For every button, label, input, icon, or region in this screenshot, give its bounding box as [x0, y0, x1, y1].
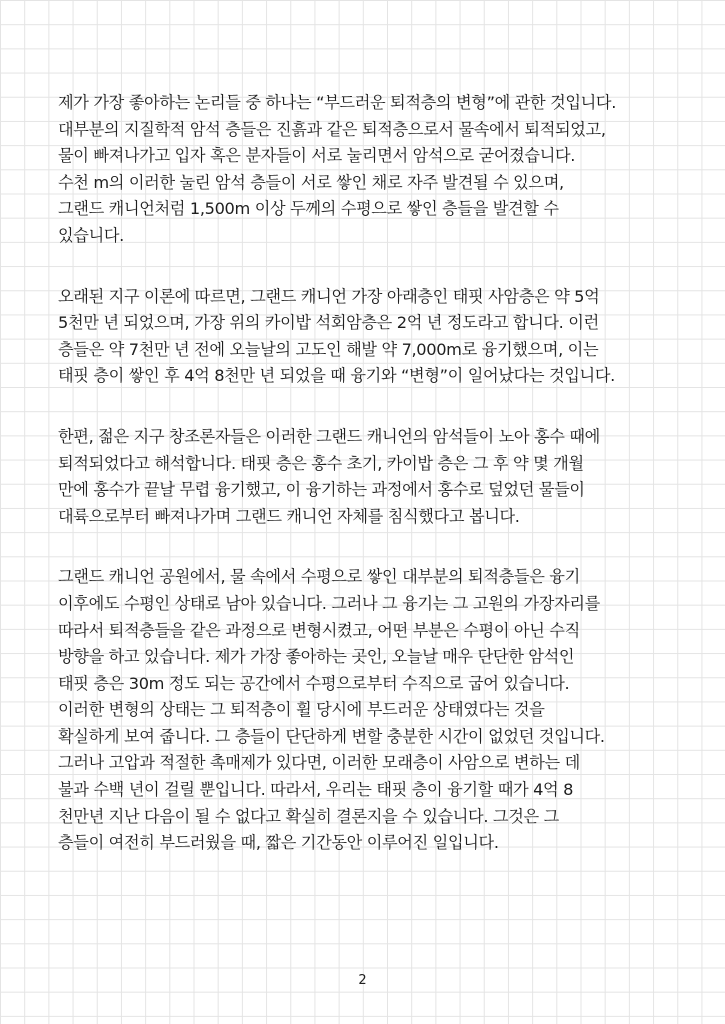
text-line: 만에 홍수가 끝날 무렵 융기했고, 이 융기하는 과정에서 홍수로 덮었던 물들이	[58, 480, 585, 500]
text-line: 태핏 층이 쌓인 후 4억 8천만 년 되었을 때 융기와 “변형”이 일어났다는 것입니다.	[58, 366, 615, 386]
paragraph-young-earth-view	[58, 424, 688, 530]
text-line: 한편, 젊은 지구 창조론자들은 이러한 그랜드 캐니언의 암석들이 노아 홍수 때에	[58, 426, 600, 446]
text-line: 오래된 지구 이론에 따르면, 그랜드 캐니언 가장 아래층인 태핏 사암층은 약 5억	[58, 286, 600, 306]
text-line: 퇴적되었다고 해석합니다. 태핏 층은 홍수 초기, 카이밥 층은 그 후 약 몇 개월	[58, 453, 584, 473]
text-line: 수천 m의 이러한 눌린 암석 층들이 서로 쌓인 채로 자주 발견될 수 있으며,	[58, 172, 564, 192]
text-line: 그랜드 캐니언처럼 1,500m 이상 두께의 수평으로 쌓인 층들을 발견할 수	[58, 199, 559, 219]
paragraph-soft-sediment-intro	[58, 90, 688, 250]
text-line: 그랜드 캐니언 공원에서, 물 속에서 수평으로 쌓인 대부분의 퇴적층들은 융기	[58, 567, 580, 587]
text-line: 층들이 여전히 부드러웠을 때, 짧은 기간동안 이루어진 일입니다.	[58, 833, 499, 853]
text-line: 제가 가장 좋아하는 논리들 중 하나는 “부드러운 퇴적층의 변형”에 관한 것입니다.	[58, 93, 617, 112]
text-line: 대륙으로부터 빠져나가며 그랜드 캐니언 자체를 침식했다고 봅니다.	[58, 506, 520, 526]
text-line: 방향을 하고 있습니다. 제가 가장 좋아하는 곳인, 오늘날 매우 단단한 암석인	[58, 647, 575, 667]
text-line: 물이 빠져나가고 입자 혹은 분자들이 서로 눌리면서 암석으로 굳어졌습니다.	[58, 146, 576, 166]
text-line: 이러한 변형의 상태는 그 퇴적층이 휠 당시에 부드러운 상태였다는 것을	[58, 700, 545, 720]
text-line: 대부분의 지질학적 암석 층들은 진흙과 같은 퇴적층으로서 물속에서 퇴적되었고,	[58, 119, 606, 139]
text-line: 층들은 약 7천만 년 전에 오늘날의 고도인 해발 약 7,000m로 융기했으며, 이는	[58, 339, 599, 359]
paragraph-old-earth-theory	[58, 284, 688, 390]
text-line: 불과 수백 년이 걸릴 뿐입니다. 따라서, 우리는 태핏 층이 융기할 때가 4억 8	[58, 780, 574, 800]
paragraph-grand-canyon-deformation	[58, 564, 688, 857]
text-line: 있습니다.	[58, 225, 124, 245]
text-line: 태핏 층은 30m 정도 되는 공간에서 수평으로부터 수직으로 굽어 있습니다.	[58, 673, 570, 693]
text-line: 5천만 년 되었으며, 가장 위의 카이밥 석회암층은 2억 년 정도라고 합니다. 이런	[58, 313, 599, 333]
text-line: 이후에도 수평인 상태로 남아 있습니다. 그러나 그 융기는 그 고원의 가장자리를	[58, 593, 600, 613]
page-number: 2	[358, 973, 367, 988]
text-line: 확실하게 보여 줍니다. 그 층들이 단단하게 변할 충분한 시간이 없었던 것입니다.	[58, 726, 605, 746]
text-line: 따라서 퇴적층들을 같은 과정으로 변형시켰고, 어떤 부분은 수평이 아닌 수직	[58, 620, 580, 640]
text-line: 천만년 지난 다음이 될 수 없다고 확실히 결론지을 수 있습니다. 그것은 그	[58, 806, 559, 826]
text-line: 그러나 고압과 적절한 촉매제가 있다면, 이러한 모래층이 사암으로 변하는 데	[58, 753, 580, 773]
document-body	[58, 90, 688, 891]
